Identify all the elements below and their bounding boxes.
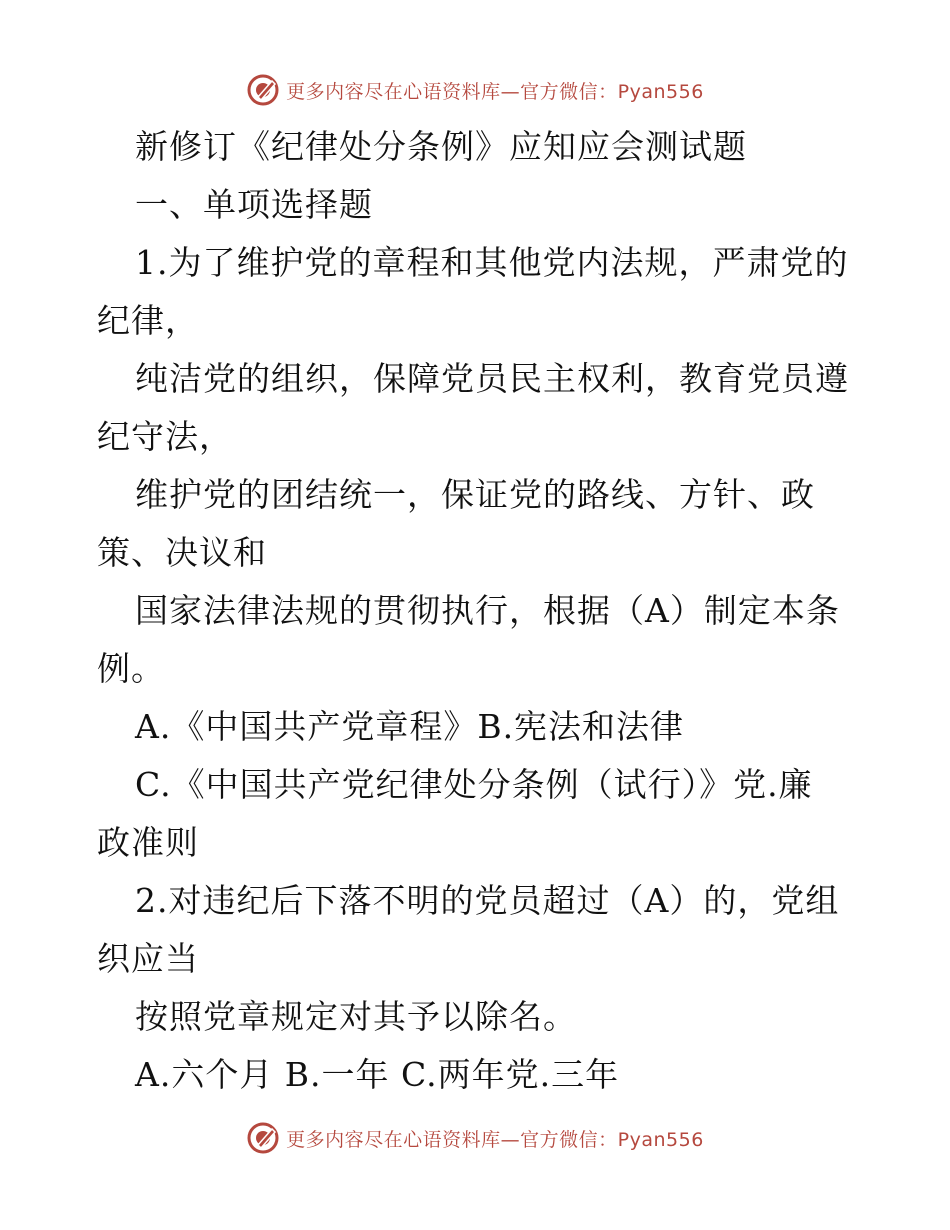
watermark-text: 更多内容尽在心语资料库—官方微信：Pyan556 — [286, 80, 704, 103]
text-line: 维护党的团结统一，保证党的路线、方针、政 — [135, 475, 815, 514]
watermark-header — [0, 70, 950, 110]
text-line: 政准则 — [97, 823, 199, 862]
text-line: 例。 — [97, 649, 165, 688]
text-line: 一、单项选择题 — [135, 185, 373, 224]
text-line: A.《中国共产党章程》B.宪法和法律 — [135, 707, 685, 746]
text-line: 纪守法， — [97, 417, 233, 456]
text-line: 织应当 — [97, 939, 199, 978]
pen-logo-icon — [246, 73, 280, 107]
text-line: 新修订《纪律处分条例》应知应会测试题 — [135, 127, 747, 166]
text-line: C.《中国共产党纪律处分条例（试行）》党.廉 — [135, 765, 813, 804]
document-body — [97, 118, 857, 1104]
text-line: 国家法律法规的贯彻执行，根据（A）制定本条 — [135, 591, 840, 630]
text-line: 纪律， — [97, 301, 199, 340]
text-line: 策、决议和 — [97, 533, 267, 572]
text-line: 2.对违纪后下落不明的党员超过（A）的，党组 — [135, 881, 840, 920]
pen-logo-icon — [246, 1121, 280, 1155]
text-line: 纯洁党的组织，保障党员民主权利，教育党员遵 — [135, 359, 849, 398]
watermark-text: 更多内容尽在心语资料库—官方微信：Pyan556 — [286, 1128, 704, 1151]
text-line: 1.为了维护党的章程和其他党内法规，严肃党的 — [135, 243, 849, 282]
text-line: A.六个月 B.一年 C.两年党.三年 — [135, 1055, 620, 1094]
watermark-footer — [0, 1118, 950, 1158]
text-line: 按照党章规定对其予以除名。 — [135, 997, 577, 1036]
